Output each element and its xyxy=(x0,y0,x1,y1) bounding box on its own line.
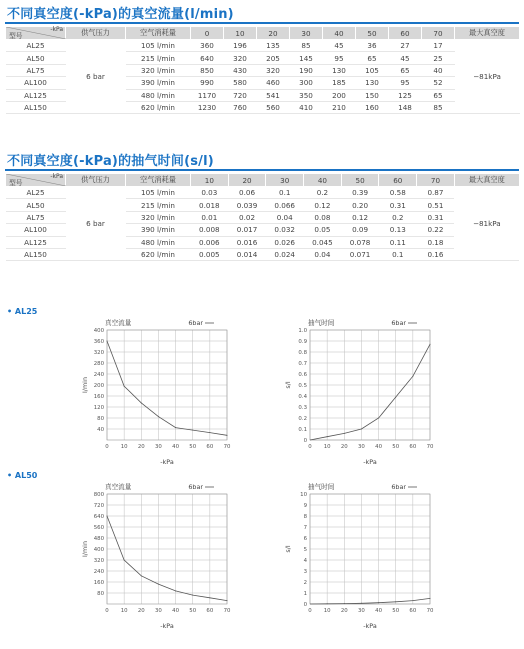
consumption-cell: 390 l/min xyxy=(126,77,191,89)
value-cell: 25 xyxy=(422,52,455,64)
y-tick-label: 320 xyxy=(93,558,104,564)
y-tick-label: 0.4 xyxy=(298,394,307,400)
x-tick-label: 70 xyxy=(426,608,434,614)
x-tick-label: 40 xyxy=(375,444,383,450)
x-tick-label: 30 xyxy=(154,608,162,614)
x-tick-label: 50 xyxy=(392,608,400,614)
value-cell: 130 xyxy=(323,64,356,76)
value-cell: 0.16 xyxy=(417,248,455,260)
value-cell: 580 xyxy=(224,77,257,89)
level-header: 50 xyxy=(341,174,379,187)
x-tick-label: 70 xyxy=(223,444,231,450)
value-cell: 36 xyxy=(356,40,389,52)
model-cell: AL50 xyxy=(6,52,66,64)
x-tick-label: 50 xyxy=(189,444,197,450)
value-cell: 125 xyxy=(389,89,422,101)
corner-header xyxy=(6,174,66,187)
value-cell: 0.58 xyxy=(379,187,417,199)
y-tick-label: 7 xyxy=(303,525,307,531)
value-cell: 0.026 xyxy=(266,236,304,248)
y-tick-label: 360 xyxy=(93,339,104,345)
max-vacuum-header: 最大真空度 xyxy=(454,174,519,187)
value-cell: 0.018 xyxy=(191,199,229,211)
y-tick-label: 0 xyxy=(303,438,307,444)
value-cell: 0.12 xyxy=(304,199,342,211)
consumption-cell: 480 l/min xyxy=(126,89,191,101)
x-tick-label: 30 xyxy=(154,444,162,450)
value-cell: 135 xyxy=(257,40,290,52)
value-cell: 148 xyxy=(389,101,422,113)
y-tick-label: 640 xyxy=(93,514,104,520)
y-tick-label: 2 xyxy=(303,580,307,586)
y-tick-label: 0.6 xyxy=(298,372,307,378)
value-cell: 0.024 xyxy=(266,248,304,260)
value-cell: 0.39 xyxy=(341,187,379,199)
chart-title: 抽气时间 xyxy=(308,483,335,491)
value-cell: 0.045 xyxy=(304,236,342,248)
value-cell: 0.066 xyxy=(266,199,304,211)
x-tick-label: 60 xyxy=(206,608,214,614)
value-cell: 430 xyxy=(224,64,257,76)
x-tick-label: 10 xyxy=(323,608,331,614)
data-point xyxy=(227,435,228,436)
y-tick-label: 0.2 xyxy=(298,416,307,422)
x-tick-label: 20 xyxy=(137,608,145,614)
y-tick-label: 560 xyxy=(93,525,104,531)
max-vacuum-cell: −81kPa xyxy=(454,187,519,261)
chart-title: 抽气时间 xyxy=(308,319,335,327)
y-tick-label: 160 xyxy=(93,394,104,400)
value-cell: 150 xyxy=(356,89,389,101)
data-point xyxy=(395,397,396,398)
value-cell: 0.09 xyxy=(341,224,379,236)
chart-canvas xyxy=(283,476,443,636)
consumption-cell: 620 l/min xyxy=(126,248,191,260)
x-tick-label: 50 xyxy=(392,444,400,450)
model-cell: AL25 xyxy=(6,187,66,199)
y-tick-label: 3 xyxy=(303,569,307,575)
y-axis-label: s/l xyxy=(284,545,292,553)
level-header: 30 xyxy=(290,27,323,40)
y-tick-label: 1 xyxy=(303,591,307,597)
y-tick-label: 8 xyxy=(303,514,307,520)
y-tick-label: 120 xyxy=(93,405,104,411)
table-1-title: 不同真空度(-kPa)的真空流量(l/min) xyxy=(7,7,234,22)
x-tick-label: 70 xyxy=(426,444,434,450)
y-tick-label: 0.7 xyxy=(298,361,307,367)
value-cell: 17 xyxy=(422,40,455,52)
value-cell: 0.014 xyxy=(228,248,266,260)
level-header: 0 xyxy=(191,27,224,40)
value-cell: 200 xyxy=(323,89,356,101)
value-cell: 0.08 xyxy=(304,211,342,223)
value-cell: 850 xyxy=(191,64,224,76)
value-cell: 990 xyxy=(191,77,224,89)
y-tick-label: 720 xyxy=(93,503,104,509)
value-cell: 0.20 xyxy=(341,199,379,211)
consumption-cell: 390 l/min xyxy=(126,224,191,236)
supply-header: 供气压力 xyxy=(66,27,126,40)
y-tick-label: 280 xyxy=(93,361,104,367)
value-cell: 0.1 xyxy=(379,248,417,260)
level-header: 10 xyxy=(224,27,257,40)
value-cell: 0.31 xyxy=(417,211,455,223)
x-tick-label: 70 xyxy=(223,608,231,614)
value-cell: 0.017 xyxy=(228,224,266,236)
x-tick-label: 40 xyxy=(375,608,383,614)
y-tick-label: 400 xyxy=(93,328,104,334)
level-header: 70 xyxy=(417,174,455,187)
value-cell: 300 xyxy=(290,77,323,89)
value-cell: 0.31 xyxy=(379,199,417,211)
x-tick-label: 0 xyxy=(308,608,312,614)
series-line xyxy=(310,344,430,440)
value-cell: 0.078 xyxy=(341,236,379,248)
consumption-cell: 320 l/min xyxy=(126,64,191,76)
y-tick-label: 0.1 xyxy=(298,427,307,433)
y-tick-label: 4 xyxy=(303,558,307,564)
legend-label: 6bar xyxy=(188,483,203,491)
y-tick-label: 40 xyxy=(97,427,104,433)
y-tick-label: 10 xyxy=(300,492,307,498)
value-cell: 160 xyxy=(356,101,389,113)
value-cell: 0.03 xyxy=(191,187,229,199)
consumption-cell: 215 l/min xyxy=(126,52,191,64)
level-header: 10 xyxy=(191,174,229,187)
section-label-al25: • AL25 xyxy=(7,307,38,316)
x-tick-label: 60 xyxy=(206,444,214,450)
consumption-cell: 480 l/min xyxy=(126,236,191,248)
value-cell: 95 xyxy=(323,52,356,64)
level-header: 40 xyxy=(304,174,342,187)
y-tick-label: 240 xyxy=(93,372,104,378)
data-point xyxy=(361,429,362,430)
x-tick-label: 30 xyxy=(357,608,365,614)
level-header: 70 xyxy=(422,27,455,40)
value-cell: 0.2 xyxy=(304,187,342,199)
y-tick-label: 0.5 xyxy=(298,383,307,389)
y-tick-label: 480 xyxy=(93,536,104,542)
corner-top-label: -kPa xyxy=(50,173,63,180)
data-point xyxy=(430,598,431,599)
consumption-cell: 215 l/min xyxy=(126,199,191,211)
y-tick-label: 240 xyxy=(93,569,104,575)
legend-label: 6bar xyxy=(391,319,406,327)
value-cell: 40 xyxy=(422,64,455,76)
x-tick-label: 10 xyxy=(323,444,331,450)
chart-canvas xyxy=(80,476,240,636)
value-cell: 350 xyxy=(290,89,323,101)
y-tick-label: 800 xyxy=(93,492,104,498)
series-line xyxy=(107,516,227,601)
x-tick-label: 20 xyxy=(340,608,348,614)
data-point xyxy=(175,427,176,428)
data-point xyxy=(209,432,210,433)
value-cell: 85 xyxy=(290,40,323,52)
value-cell: 0.22 xyxy=(417,224,455,236)
model-cell: AL150 xyxy=(6,248,66,260)
level-header: 20 xyxy=(257,27,290,40)
al50-evacuation-time-chart xyxy=(283,476,443,640)
x-tick-label: 30 xyxy=(357,444,365,450)
data-point xyxy=(378,418,379,419)
data-point xyxy=(209,597,210,598)
y-tick-label: 0.3 xyxy=(298,405,307,411)
value-cell: 0.18 xyxy=(417,236,455,248)
value-cell: 0.1 xyxy=(266,187,304,199)
value-cell: 460 xyxy=(257,77,290,89)
data-point xyxy=(344,433,345,434)
value-cell: 0.06 xyxy=(228,187,266,199)
y-tick-label: 0 xyxy=(303,602,307,608)
x-tick-label: 20 xyxy=(340,444,348,450)
value-cell: 45 xyxy=(389,52,422,64)
value-cell: 190 xyxy=(290,64,323,76)
value-cell: 0.2 xyxy=(379,211,417,223)
x-axis-label: -kPa xyxy=(363,622,377,630)
data-point xyxy=(158,416,159,417)
table-row xyxy=(6,187,520,199)
consumption-cell: 620 l/min xyxy=(126,101,191,113)
level-header: 40 xyxy=(323,27,356,40)
value-cell: 0.01 xyxy=(191,211,229,223)
model-cell: AL125 xyxy=(6,89,66,101)
value-cell: 760 xyxy=(224,101,257,113)
data-point xyxy=(124,560,125,561)
value-cell: 95 xyxy=(389,77,422,89)
y-tick-label: 200 xyxy=(93,383,104,389)
value-cell: 0.039 xyxy=(228,199,266,211)
section-label-al50: • AL50 xyxy=(7,471,38,480)
data-point xyxy=(327,436,328,437)
series-line xyxy=(107,341,227,435)
corner-bottom-label: 型号 xyxy=(9,32,23,40)
x-tick-label: 0 xyxy=(105,444,109,450)
value-cell: 0.13 xyxy=(379,224,417,236)
chart-title: 真空流量 xyxy=(105,483,132,491)
level-header: 20 xyxy=(228,174,266,187)
value-cell: 85 xyxy=(422,101,455,113)
value-cell: 0.006 xyxy=(191,236,229,248)
model-cell: AL75 xyxy=(6,211,66,223)
series-line xyxy=(310,598,430,604)
supply-pressure-cell: 6 bar xyxy=(66,187,126,261)
consumption-cell: 105 l/min xyxy=(126,40,191,52)
al25-evacuation-time-chart xyxy=(283,312,443,476)
al25-vacuum-flow-chart xyxy=(80,312,240,476)
model-cell: AL125 xyxy=(6,236,66,248)
value-cell: 0.02 xyxy=(228,211,266,223)
value-cell: 65 xyxy=(422,89,455,101)
data-point xyxy=(158,584,159,585)
data-point xyxy=(344,603,345,604)
value-cell: 0.008 xyxy=(191,224,229,236)
data-point xyxy=(430,344,431,345)
model-cell: AL50 xyxy=(6,199,66,211)
x-tick-label: 40 xyxy=(172,444,180,450)
y-tick-label: 80 xyxy=(97,416,104,422)
chart-title: 真空流量 xyxy=(105,319,132,327)
al50-vacuum-flow-chart xyxy=(80,476,240,640)
vacuum-flow-table xyxy=(5,26,520,114)
data-point xyxy=(395,601,396,602)
y-tick-label: 400 xyxy=(93,547,104,553)
value-cell: 560 xyxy=(257,101,290,113)
y-tick-label: 6 xyxy=(303,536,307,542)
y-axis-label: l/min xyxy=(81,377,89,393)
model-cell: AL25 xyxy=(6,40,66,52)
value-cell: 0.05 xyxy=(304,224,342,236)
y-axis-label: l/min xyxy=(81,541,89,557)
corner-bottom-label: 型号 xyxy=(9,179,23,187)
value-cell: 105 xyxy=(356,64,389,76)
y-tick-label: 1.0 xyxy=(298,328,307,334)
value-cell: 360 xyxy=(191,40,224,52)
max-vacuum-header: 最大真空度 xyxy=(455,27,520,40)
y-tick-label: 5 xyxy=(303,547,307,553)
x-tick-label: 10 xyxy=(120,444,128,450)
value-cell: 541 xyxy=(257,89,290,101)
data-point xyxy=(141,402,142,403)
value-cell: 0.11 xyxy=(379,236,417,248)
y-tick-label: 0.9 xyxy=(298,339,307,345)
value-cell: 720 xyxy=(224,89,257,101)
value-cell: 1230 xyxy=(191,101,224,113)
data-point xyxy=(192,595,193,596)
evacuation-time-table xyxy=(5,173,520,261)
consumption-header: 空气消耗量 xyxy=(126,174,191,187)
value-cell: 196 xyxy=(224,40,257,52)
value-cell: 210 xyxy=(323,101,356,113)
corner-header xyxy=(6,27,66,40)
model-cell: AL100 xyxy=(6,224,66,236)
y-tick-label: 80 xyxy=(97,591,104,597)
chart-canvas xyxy=(80,312,240,472)
value-cell: 0.04 xyxy=(304,248,342,260)
table-1-rule xyxy=(5,22,519,24)
data-point xyxy=(412,376,413,377)
value-cell: 205 xyxy=(257,52,290,64)
level-header: 30 xyxy=(266,174,304,187)
value-cell: 0.04 xyxy=(266,211,304,223)
value-cell: 0.87 xyxy=(417,187,455,199)
value-cell: 130 xyxy=(356,77,389,89)
y-axis-label: s/l xyxy=(284,381,292,389)
value-cell: 0.005 xyxy=(191,248,229,260)
chart-canvas xyxy=(283,312,443,472)
value-cell: 410 xyxy=(290,101,323,113)
x-axis-label: -kPa xyxy=(160,622,174,630)
data-point xyxy=(107,516,108,517)
value-cell: 320 xyxy=(224,52,257,64)
x-tick-label: 50 xyxy=(189,608,197,614)
x-tick-label: 20 xyxy=(137,444,145,450)
data-point xyxy=(227,600,228,601)
value-cell: 145 xyxy=(290,52,323,64)
model-cell: AL150 xyxy=(6,101,66,113)
data-point xyxy=(327,603,328,604)
value-cell: 65 xyxy=(356,52,389,64)
data-point xyxy=(107,341,108,342)
data-point xyxy=(412,600,413,601)
supply-pressure-cell: 6 bar xyxy=(66,40,126,114)
level-header: 50 xyxy=(356,27,389,40)
data-point xyxy=(378,602,379,603)
value-cell: 65 xyxy=(389,64,422,76)
value-cell: 320 xyxy=(257,64,290,76)
consumption-cell: 320 l/min xyxy=(126,211,191,223)
value-cell: 1170 xyxy=(191,89,224,101)
level-header: 60 xyxy=(379,174,417,187)
x-tick-label: 0 xyxy=(105,608,109,614)
data-point xyxy=(124,386,125,387)
legend-label: 6bar xyxy=(391,483,406,491)
x-axis-label: -kPa xyxy=(363,458,377,466)
table-2-title: 不同真空度(-kPa)的抽气时间(s/l) xyxy=(7,154,214,169)
value-cell: 45 xyxy=(323,40,356,52)
level-header: 60 xyxy=(389,27,422,40)
x-tick-label: 60 xyxy=(409,444,417,450)
max-vacuum-cell: −81kPa xyxy=(455,40,520,114)
y-tick-label: 320 xyxy=(93,350,104,356)
table-row xyxy=(6,40,520,52)
y-tick-label: 0.8 xyxy=(298,350,307,356)
value-cell: 0.016 xyxy=(228,236,266,248)
y-tick-label: 9 xyxy=(303,503,307,509)
table-2-rule xyxy=(5,169,519,171)
supply-header: 供气压力 xyxy=(66,174,126,187)
x-tick-label: 10 xyxy=(120,608,128,614)
consumption-cell: 105 l/min xyxy=(126,187,191,199)
model-cell: AL75 xyxy=(6,64,66,76)
model-cell: AL100 xyxy=(6,77,66,89)
x-tick-label: 0 xyxy=(308,444,312,450)
data-point xyxy=(175,590,176,591)
x-tick-label: 60 xyxy=(409,608,417,614)
value-cell: 52 xyxy=(422,77,455,89)
value-cell: 0.51 xyxy=(417,199,455,211)
value-cell: 185 xyxy=(323,77,356,89)
data-point xyxy=(361,603,362,604)
x-axis-label: -kPa xyxy=(160,458,174,466)
data-point xyxy=(141,575,142,576)
consumption-header: 空气消耗量 xyxy=(126,27,191,40)
x-tick-label: 40 xyxy=(172,608,180,614)
y-tick-label: 160 xyxy=(93,580,104,586)
corner-top-label: -kPa xyxy=(50,26,63,33)
value-cell: 0.032 xyxy=(266,224,304,236)
legend-label: 6bar xyxy=(188,319,203,327)
value-cell: 640 xyxy=(191,52,224,64)
value-cell: 27 xyxy=(389,40,422,52)
value-cell: 0.071 xyxy=(341,248,379,260)
data-point xyxy=(192,430,193,431)
value-cell: 0.12 xyxy=(341,211,379,223)
